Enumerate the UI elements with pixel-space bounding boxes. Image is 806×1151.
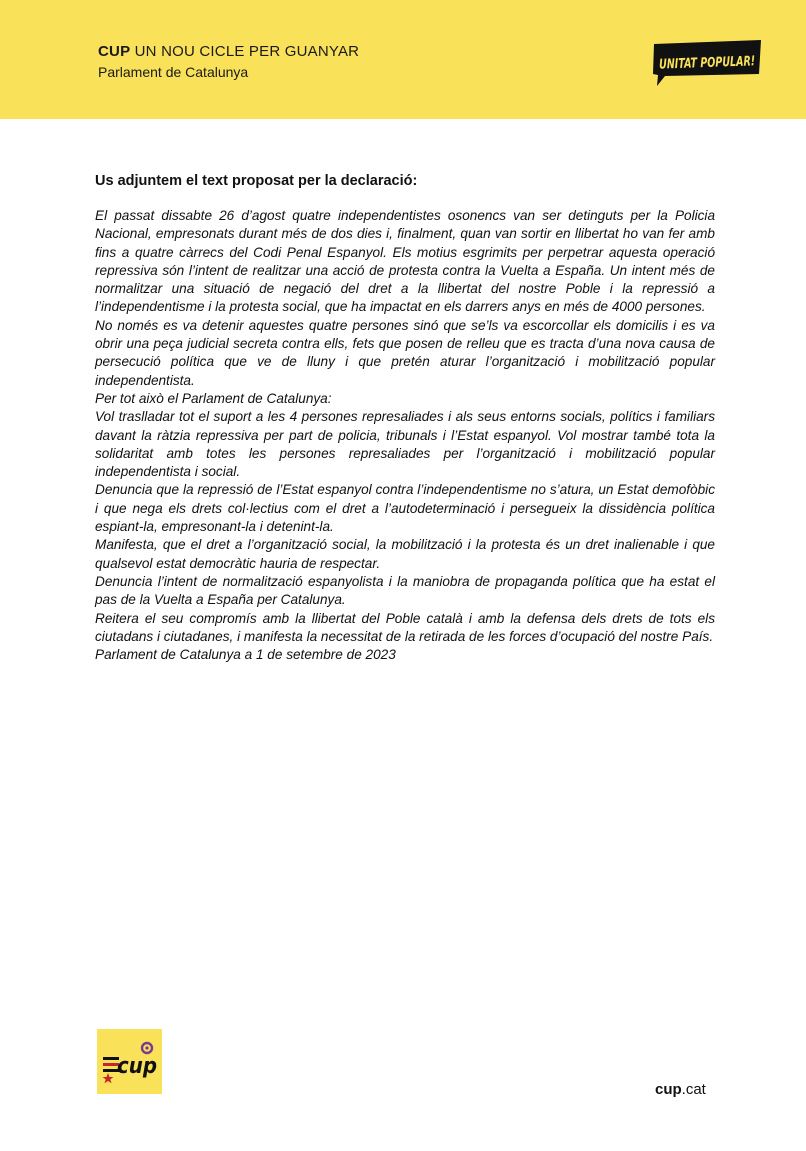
unitat-popular-logo xyxy=(651,40,796,88)
document-body xyxy=(95,173,715,664)
declaration-text xyxy=(95,207,715,664)
header-title xyxy=(98,43,359,60)
paragraph-4: Vol traslladar tot el suport a les 4 persones represaliades i als seus entorns socials, polítics i familiars davant la ràtzia repressiva per part de policia, tribunals i l’Estat espanyol. Vol mostrar també tota la solidaritat amb totes les persones represaliades per l’organització i mobilització popular independentista i social. xyxy=(95,409,715,480)
paragraph-8: Reitera el seu compromís amb la llibertat del Poble català i amb la defensa dels drets de tots els ciutadans i ciutadanes, i manifesta la necessitat de la retirada de les forces d’ocupació del nostre País. xyxy=(95,610,715,644)
footer-website xyxy=(655,1081,706,1098)
footer-url-domain: cup xyxy=(655,1081,682,1098)
paragraph-7: Denuncia l’intent de normalització espanyolista i la maniobra de propaganda política que ha estat el pas de la Vuelta a España per Catalunya. xyxy=(95,573,715,608)
paragraph-3: Per tot això el Parlament de Catalunya: xyxy=(95,390,332,406)
paragraph-1: El passat dissabte 26 d’agost quatre independentistes osonencs van ser detinguts per la Policia Nacional, empresonats durant més de dos dies i, finalment, quan van sortir en llibertat ho van fer amb fins a quatre càrrecs del Codi Penal Espanyol. Els motius esgrimits per perpetrar aquesta operació repressiva són l’intent de realitzar una acció de protesta contra la Vuelta a España. Un intent més de normalitzar una situació de negació del dret a la llibertat del nostre Poble i la repressió a l’independentisme i la protesta social, que ha impactat en els darrers anys en més de 4000 persones. xyxy=(95,208,715,315)
closing-date-line: Parlament de Catalunya a 1 de setembre de 2023 xyxy=(95,647,396,663)
footer-url-tld: .cat xyxy=(681,1081,706,1098)
paragraph-5: Denuncia que la repressió de l’Estat espanyol contra l’independentisme no s’atura, un Estat demofòbic i que nega els drets col·lectius com el dret a l’autodeterminació i persegueix la dissidència política espiant-la, empresonant-la i detenint-la. xyxy=(95,482,715,535)
paragraph-6: Manifesta, que el dret a l’organització social, la mobilització i la protesta és un dret inalienable i que qualsevol estat democràtic hauria de respectar. xyxy=(95,537,715,571)
document-heading: Us adjuntem el text proposat per la declaració: xyxy=(95,173,418,189)
cup-logo-text: cup xyxy=(117,1054,157,1079)
header-band xyxy=(0,0,806,119)
header-slogan: UN NOU CICLE PER GUANYAR xyxy=(130,43,360,60)
paragraph-2: No només es va detenir aquestes quatre persones sinó que se’ls va escorcollar els domicilis i es va obrir una peça judicial secreta contra ells, fets que posen de relleu que es tracta d’una nova causa de persecució política que ve de lluny i que pretén aturar l’organització i mobilització popular independentista. xyxy=(95,317,715,388)
header-subtitle: Parlament de Catalunya xyxy=(98,64,249,80)
logo-text: UNITAT POPULAR! xyxy=(658,51,796,73)
cup-logo-graphic xyxy=(97,1029,162,1094)
cup-logo xyxy=(97,1029,162,1094)
brand-name: CUP xyxy=(98,43,131,60)
